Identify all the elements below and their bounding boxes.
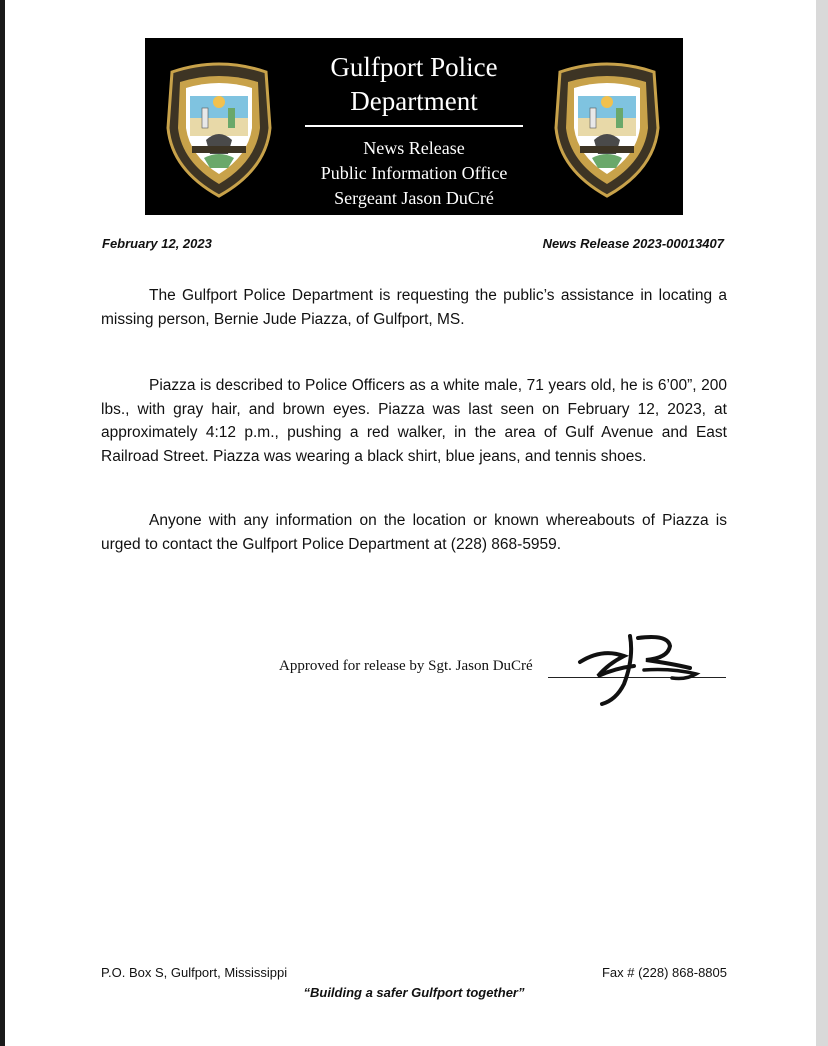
letterhead-banner <box>145 38 683 215</box>
footer-slogan: “Building a safer Gulfport together” <box>303 985 525 1000</box>
page-right-edge <box>816 0 828 1046</box>
department-name-line1: Gulfport Police <box>330 52 498 82</box>
body-paragraph-1: The Gulfport Police Department is requesting the public’s assistance in locating a missing person, Bernie Jude Piazza, of Gulfport, MS. <box>101 287 727 328</box>
approval-statement: Approved for release by Sgt. Jason DuCré <box>279 658 533 674</box>
page-left-edge <box>0 0 5 1046</box>
office-label: Public Information Office <box>320 163 508 183</box>
release-number: News Release 2023-00013407 <box>542 236 724 251</box>
handwritten-signature <box>572 628 717 708</box>
news-release-label: News Release <box>363 138 465 158</box>
police-badge-right <box>550 58 664 198</box>
body-paragraph-3: Anyone with any information on the location or known whereabouts of Piazza is urged to contact the Gulfport Police Department at (228) 868-5959. <box>101 512 727 553</box>
body-paragraph-2: Piazza is described to Police Officers as a white male, 71 years old, he is 6’00”, 200 lbs., with gray hair, and brown eyes. Piazza was last seen on February 12, 2023, at approximately 4:12 p.m., pushing a red walker, in the area of Gulf Avenue and East Railroad Street. Piazza was wearing a black shirt, blue jeans, and tennis shoes. <box>101 377 727 465</box>
footer-address: P.O. Box S, Gulfport, Mississippi <box>101 965 288 980</box>
banner-divider <box>305 125 523 127</box>
release-date: February 12, 2023 <box>102 236 212 251</box>
department-name-line2: Department <box>350 86 478 116</box>
officer-name: Sergeant Jason DuCré <box>334 188 494 208</box>
footer-fax: Fax # (228) 868-8805 <box>601 965 727 980</box>
